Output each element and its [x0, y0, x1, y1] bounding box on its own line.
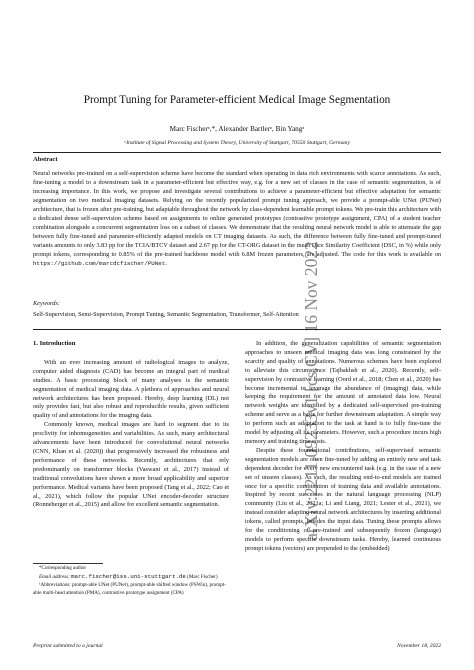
footnote-rule: [33, 563, 103, 564]
footnotes: [33, 565, 229, 598]
footnote-abbreviations: ¹Abbreviations: prompt-able UNet (PUNet), prompt-able shifted window (PSWin), prompt-able multi-head attention (PMA), contrastive prototype assignment (CPA): [33, 582, 226, 596]
arxiv-id-text: arXiv:2211.09233v1 [cs.CV] 16 Nov 2022: [301, 241, 321, 541]
intro-paragraph-3: In addition, the generalization capabilities of semantic segmentation approaches to unseen medical imaging data was long constrained by the scarcity and quality of annotations. Numerous schemes have been explored to alleviate this circumstance (Tajbakhsh et al., 2020). Recently, self-supervision by contrastive learning (Oord et al., 2018; Chen et al., 2020) has become incremental to leverage the abundance of (imaging) data, while keeping the requirement for the amount of annotated data low. Neural network weights are identified by a dedicated self-supervised pre-training scheme and serve as a basis for further downstream adaptation. A simple way to perform such an adaptation to the task at hand is to fully fine-tune the model by adjusting all its parameters. However, such a procedure incurs high memory and training time costs.: [245, 340, 441, 445]
email-suffix: (Marc Fischer): [185, 574, 218, 581]
email-address[interactable]: marc.fischer@iss.uni-stuttgart.de: [71, 573, 186, 581]
paper-title: Prompt Tuning for Parameter-efficient Medical Image Segmentation: [83, 94, 391, 106]
footnote-email: [33, 573, 229, 581]
intro-paragraph-4: Despite these foundational contributions, self-supervised semantic segmentation models are often fine-tuned by adding an entirely new and task dependent decoder for every new encountered task (e.g. in the case of a new set of unseen classes). As such, the resulting end-to-end models are trained once for a specific combination of training data and available annotations. Inspired by recent successes in the natural language processing (NLP) community (Liu et al., 2021a; Li and Liang, 2021; Lester et al., 2021), we instead consider adapting neural network architectures by inserting additional tokens, called prompts, besides the input data. Tuning these prompts allows for the conditioning of pre-trained and subsequently frozen (language) models to perform specific downstream tasks. Hereby, learned continuous prompt tokens (vectors) are prepended to the (embedded): [245, 446, 441, 552]
intro-paragraph-2: Commonly known, medical images are hard to segment due to its proclivity for inhomogeneities and variabilities. As such, many architectural advancements have been introduced for convolutional neural networks (CNN, Khan et al. (2020)) that progressively increased the robustness and performance of these networks. Recently, architectures that rely predominantly on transformer blocks (Vaswani et al., 2017) instead of traditional convolutions have shown a more broad applicability and superior performance. Medical variants have been proposed (Tang et al., 2022; Cao et al., 2021), which follow the popular UNet encoder-decoder structure (Ronneberger et al., 2015) and allow for excellent semantic segmentation.: [33, 421, 229, 509]
abstract-body-text: Neural networks pre-trained on a self-supervision scheme have become the standard when operating in data rich environments with scarce annotations. As such, fine-tuning a model to a downstream task in a parameter-efficient but effective way, e.g. for a new set of classes in the case of semantic segmentation, is of increasing importance. In this work, we propose and investigate several contributions to achieve a parameter-efficient but effective adaptation for semantic segmentation on two medical imaging datasets. Relying on the recently popularized prompt tuning approach, we provide a prompt-able UNet (PUNet) architecture, that is frozen after pre-training, but adaptable throughout the network by class-dependent learnable prompt tokens. We pre-train this architecture with a dedicated dense self-supervision scheme based on assignments to online generated prototypes (contrastive prototype assignment, CPA) of a student teacher combination alongside a concurrent segmentation loss on a subset of classes. We demonstrate that the resulting neural network model is able to attenuate the gap between fully fine-tuned and parameter-efficiently adapted models on CT imaging datasets. As such, the difference between fully fine-tuned and prompt-tuned variants amounts to only 3.83 pp for the TCIA/BTCV dataset and 2.67 pp for the CT-ORG dataset in the mean Dice Similarity Coefficient (DSC, in %) while only prompt tokens, corresponding to 0.85% of the pre-trained backbone model with 6.8M frozen parameters, are adjusted. The code for this work is available on: [33, 170, 441, 258]
bottom-rule: [33, 329, 441, 330]
footer-date: November 18, 2022: [397, 643, 441, 649]
abstract-end: .: [165, 259, 167, 267]
affiliation: ᵃInstitute of Signal Processing and System Theory, University of Stuttgart, 70550 Stuttgart, Germany: [124, 140, 350, 146]
footer-preprint-note: Preprint submitted to a journal: [33, 643, 103, 649]
intro-paragraph-1: With an ever increasing amount of radiological images to analyze, computer aided diagnosis (CAD) has become an integral part of medical studies. A basic processing block of many analyses is the semantic segmentation of medical imaging data. A plethora of approaches and neural network architectures has been proposed. Hereby, deep learning (DL) not only provides fast, but also robust and reproducible results, given sufficient quality of and annotations for the imaging data.: [33, 358, 229, 420]
footnote-corresponding: *Corresponding author: [39, 565, 87, 571]
author-list: Marc Fischerᵃ,*, Alexander Bartlerᵃ, Bin Yangᵃ: [169, 125, 305, 133]
email-label: Email address:: [39, 574, 72, 581]
keywords-text: Self-Supervision, Semi-Supervision, Prompt Tuning, Semantic Segmentation, Transformer, Self-Attention: [33, 311, 299, 318]
top-rule: [33, 152, 441, 153]
abstract-heading: Abstract: [33, 156, 58, 163]
right-column: [245, 340, 441, 554]
keywords-heading: Keywords:: [33, 300, 60, 307]
introduction-heading: 1. Introduction: [33, 340, 76, 347]
abstract-text: [33, 170, 441, 268]
code-url-link[interactable]: https://github.com/marcdcfischer/PUNet: [33, 259, 166, 267]
left-column: [33, 340, 229, 510]
